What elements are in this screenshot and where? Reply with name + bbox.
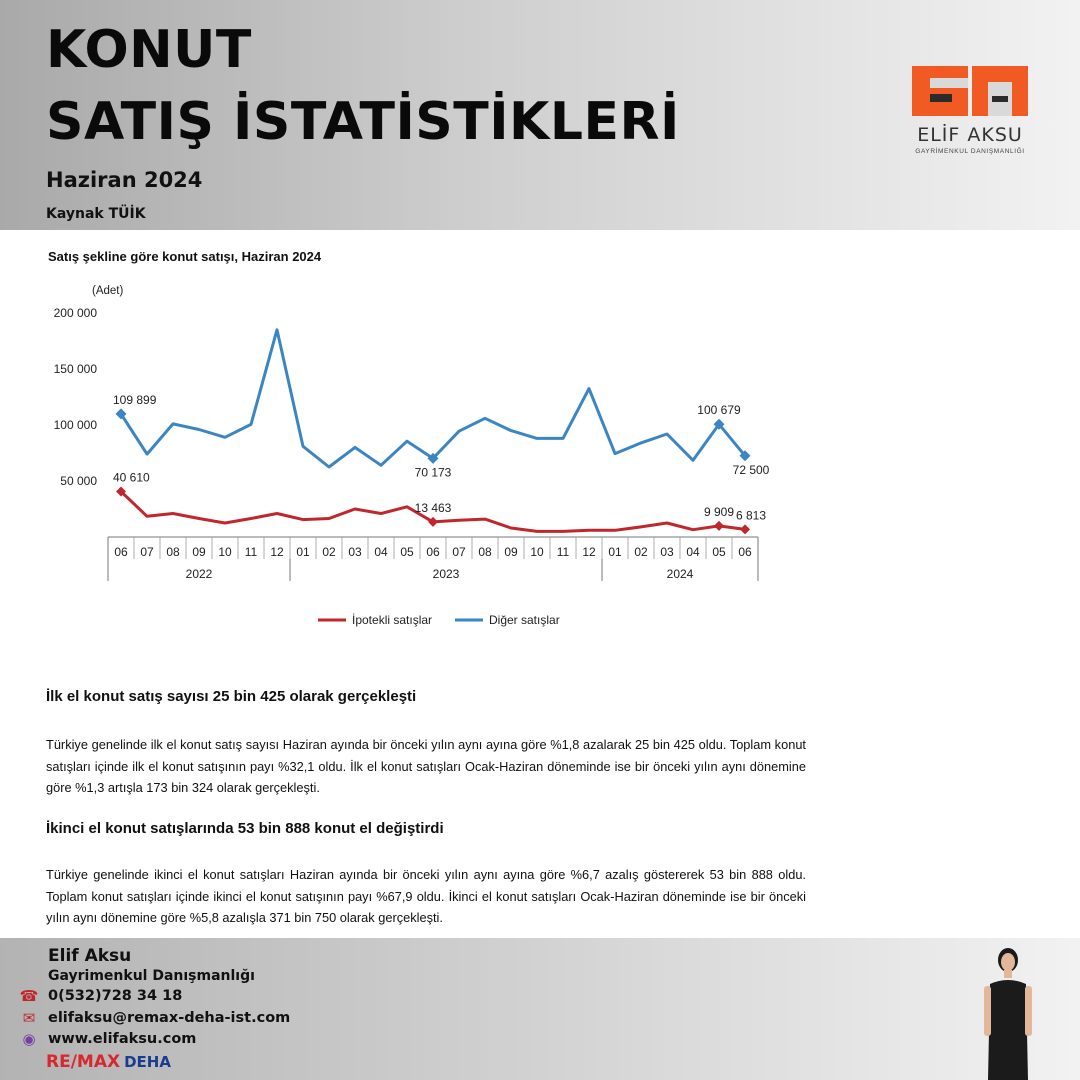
x-tick-label: 02 <box>634 545 648 559</box>
globe-icon: ◉ <box>22 1030 36 1048</box>
x-tick-label: 03 <box>348 545 362 559</box>
x-tick-label: 02 <box>322 545 336 559</box>
x-tick-label: 05 <box>712 545 726 559</box>
year-label: 2024 <box>666 567 694 581</box>
contact-phone[interactable] <box>18 986 182 1006</box>
x-tick-label: 09 <box>192 545 206 559</box>
agent-photo <box>968 940 1048 1080</box>
x-tick-label: 12 <box>582 545 596 559</box>
data-label: 6 813 <box>735 508 767 523</box>
data-label: 40 610 <box>113 470 150 485</box>
x-tick-label: 10 <box>218 545 232 559</box>
x-tick-label: 08 <box>166 545 180 559</box>
email-address[interactable]: elifaksu@remax-deha-ist.com <box>48 1010 291 1026</box>
x-tick-label: 12 <box>270 545 284 559</box>
y-tick-label: 50 000 <box>60 474 97 488</box>
data-label: 9 909 <box>703 504 735 519</box>
data-label: 100 679 <box>697 403 741 418</box>
phone-number[interactable]: 0(532)728 34 18 <box>48 988 183 1004</box>
year-label: 2022 <box>185 567 213 581</box>
data-label: 13 463 <box>414 500 452 515</box>
page-title-line2: SATIŞ İSTATİSTİKLERİ <box>46 92 680 152</box>
email-icon: ✉ <box>22 1009 36 1027</box>
x-tick-label: 11 <box>556 545 570 559</box>
page-title-line1: KONUT <box>46 20 252 80</box>
line-chart <box>0 270 820 650</box>
year-label: 2023 <box>432 567 460 581</box>
source-label: Kaynak TÜİK <box>46 206 146 222</box>
legend-label: Diğer satışlar <box>489 613 560 627</box>
x-tick-label: 06 <box>738 545 752 559</box>
section-body-first-hand: Türkiye genelinde ilk el konut satış sayısı Haziran ayında bir önceki yılın aynı ayına göre %1,8 azalarak 25 bin 425 oldu. Toplam konut satışları içinde ilk el konut satışının payı %32,1 oldu. İlk el konut satışları Ocak-Haziran döneminde ise bir önceki yılın aynı dönemine göre %1,3 artışla 173 bin 324 olarak gerçekleşti. <box>46 737 806 795</box>
website-link[interactable]: www.elifaksu.com <box>48 1031 197 1047</box>
data-label: 70 173 <box>414 465 452 480</box>
section-body-second-hand: Türkiye genelinde ikinci el konut satışları Haziran ayında bir önceki yılın aynı ayına göre %6,7 azalış göstererek 53 bin 888 oldu. Toplam konut satışları içinde ikinci el konut satışının payı %67,9 oldu. İkinci el konut satışları Ocak-Haziran döneminde ise bir önceki yılın aynı dönemine göre %5,8 azalışla 371 bin 750 olarak gerçekleşti. <box>46 867 806 925</box>
y-axis-label: (Adet) <box>92 285 124 297</box>
data-point-marker <box>714 521 724 531</box>
x-tick-label: 04 <box>686 545 700 559</box>
x-tick-label: 01 <box>296 545 310 559</box>
x-tick-label: 10 <box>530 545 544 559</box>
x-tick-label: 06 <box>114 545 128 559</box>
section-heading-second-hand: İkinci el konut satışlarında 53 bin 888 konut el değiştirdi <box>46 820 444 837</box>
data-label: 72 500 <box>732 462 770 477</box>
remax-brand: RE/MAX <box>46 1052 121 1072</box>
x-tick-label: 07 <box>452 545 466 559</box>
x-tick-label: 09 <box>504 545 518 559</box>
x-tick-label: 05 <box>400 545 414 559</box>
x-tick-label: 08 <box>478 545 492 559</box>
contact-email[interactable] <box>18 1008 290 1028</box>
x-tick-label: 04 <box>374 545 388 559</box>
series-line-diger <box>121 330 745 467</box>
logo-name: ELİF AKSU <box>917 124 1023 146</box>
remax-office: DEHA <box>124 1053 171 1071</box>
x-tick-label: 07 <box>140 545 154 559</box>
data-label: 109 899 <box>113 392 157 407</box>
agent-name: Elif Aksu <box>48 946 132 966</box>
section-heading-first-hand: İlk el konut satış sayısı 25 bin 425 olarak gerçekleşti <box>46 688 417 705</box>
y-tick-label: 200 000 <box>53 306 97 320</box>
remax-deha-logo <box>46 1052 171 1072</box>
agent-role: Gayrimenkul Danışmanlığı <box>48 968 255 984</box>
x-tick-label: 03 <box>660 545 674 559</box>
y-tick-label: 100 000 <box>53 418 97 432</box>
x-tick-label: 01 <box>608 545 622 559</box>
contact-website[interactable] <box>18 1029 196 1049</box>
x-tick-label: 11 <box>244 545 258 559</box>
y-tick-label: 150 000 <box>53 362 97 376</box>
x-tick-label: 06 <box>426 545 440 559</box>
legend-label: İpotekli satışlar <box>352 613 433 627</box>
page-subtitle: Haziran 2024 <box>46 168 203 192</box>
logo-tagline: GAYRİMENKUL DANIŞMANLIĞI <box>915 148 1025 155</box>
phone-icon: ☎ <box>19 987 39 1005</box>
data-point-marker <box>740 524 750 534</box>
chart-title: Satış şekline göre konut satışı, Haziran 2024 <box>48 249 322 264</box>
